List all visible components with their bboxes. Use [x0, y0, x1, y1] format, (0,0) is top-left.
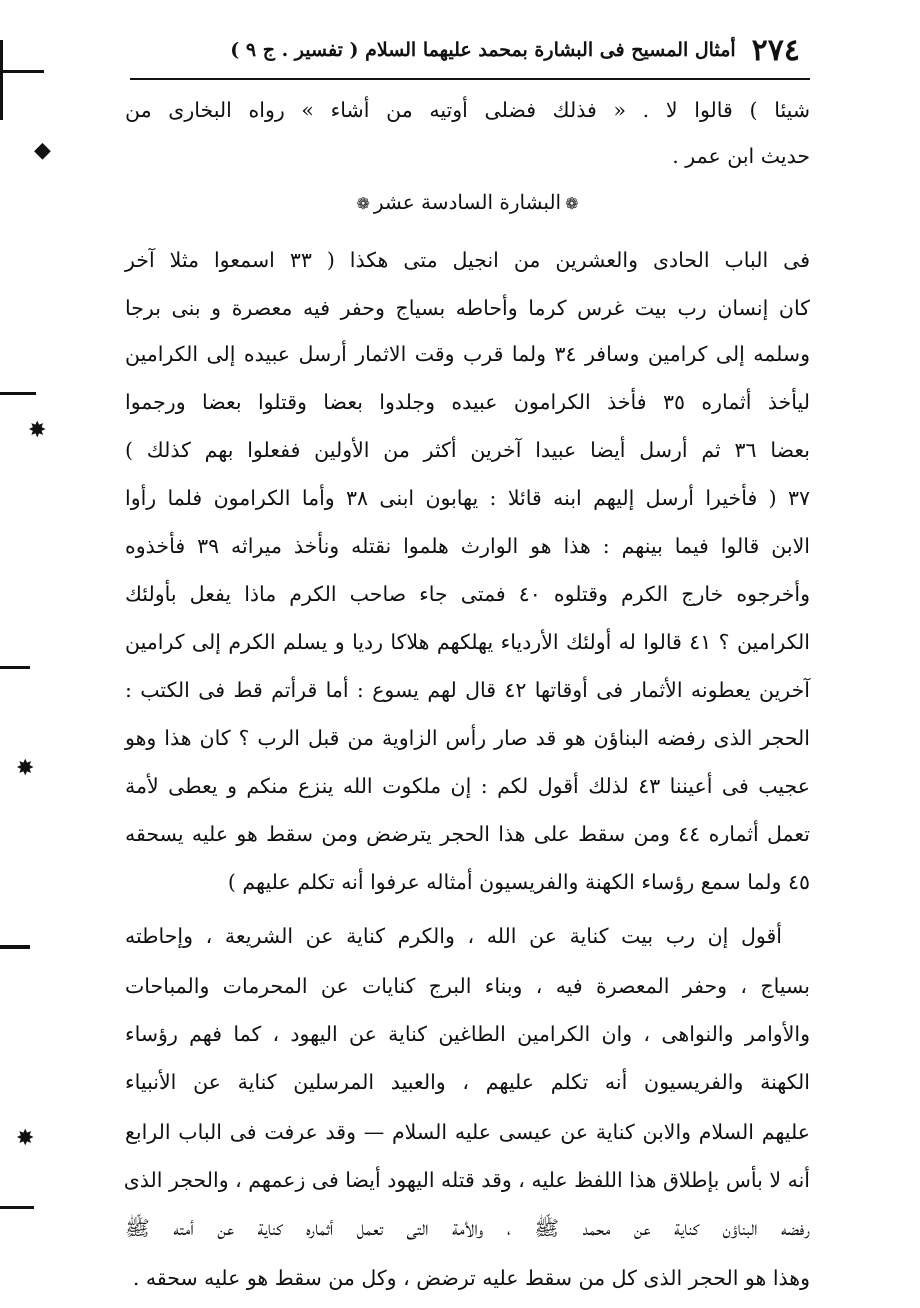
text-line: الكرامين ؟ ٤١ قالوا له أولئك الأردياء يهلكهم هلاكا رديا و يسلم الكرم إلى كرامين — [125, 630, 810, 654]
text-line: عليهم السلام والابن كناية عن عيسى عليه السلام — وقد عرفت فى الباب الرابع — [125, 1120, 810, 1144]
text-line: تعمل أثماره ٤٤ ومن سقط على هذا الحجر يترضض ومن سقط هو عليه يسحقه — [125, 822, 810, 846]
text-line: رفضه البناؤن كناية عن محمد ﷺ ، والأمة التى تعمل أثماره كناية عن أمته ﷺ — [125, 1216, 810, 1240]
ornament-icon: ❁ — [356, 194, 370, 213]
scan-blot: ✸ — [16, 756, 35, 781]
text-line: الكهنة والفريسيون أنه تكلم عليهم ، والعبيد المرسلين كناية عن الأنبياء — [125, 1070, 810, 1094]
section-heading — [125, 184, 810, 220]
text-line: أنه لا بأس بإطلاق هذا اللفظ عليه ، وقد قتله اليهود أيضا فى زعمهم ، والحجر الذى — [123, 1168, 810, 1192]
scan-mark — [0, 1206, 34, 1209]
scan-mark — [0, 392, 36, 395]
scan-blot: ✸ — [16, 1126, 35, 1151]
text-line: الابن قالوا فيما بينهم : هذا هو الوارث هلموا نقتله ونأخذ ميراثه ٣٩ فأخذوه — [125, 534, 810, 558]
running-title: أمثال المسيح فى البشارة بمحمد عليهما السلام ( تفسير . ج ٩ ) — [230, 39, 736, 61]
text-line: بعضا ٣٦ ثم أرسل أيضا عبيدا آخرين أكثر من الأولين ففعلوا بهم كذلك ) — [125, 438, 810, 462]
text-line: عجيب فى أعيننا ٤٣ لذلك أقول لكم : إن ملكوت الله ينزع منكم و يعطى لأمة — [125, 774, 810, 798]
text-line: ٤٥ ولما سمع رؤساء الكهنة والفريسيون أمثاله عرفوا أنه تكلم عليهم ) — [227, 870, 810, 894]
text-line: ٣٧ ( فأخيرا أرسل إليهم ابنه قائلا : يهابون ابنى ٣٨ وأما الكرامون فلما رأوا — [125, 486, 810, 510]
scan-mark — [0, 666, 30, 669]
section-heading-text: البشارة السادسة عشر — [373, 190, 562, 214]
ornament-icon: ❁ — [565, 194, 579, 213]
text-line: والأوامر والنواهى ، وان الكرامين الطاغين كناية عن اليهود ، كما فهم رؤساء — [125, 1022, 810, 1046]
scan-blot: ◆ — [34, 138, 51, 163]
text-line: الحجر الذى رفضه البناؤن هو قد صار رأس الزاوية من قبل الرب ؟ كان هذا وهو — [125, 726, 810, 750]
text-line: ليأخذ أثماره ٣٥ فأخذ الكرامون عبيده وجلدوا بعضا وقتلوا بعضا ورجموا — [125, 390, 810, 414]
page-number: ٢٧٤ — [751, 32, 800, 68]
text-line: شيئا ) قالوا لا . « فذلك فضلى أوتيه من أشاء » رواه البخارى من — [125, 98, 810, 122]
text-line: أقول إن رب بيت كناية عن الله ، والكرم كناية عن الشريعة ، وإحاطته — [125, 924, 782, 948]
scan-mark — [0, 40, 3, 120]
text-line: حديث ابن عمر . — [672, 144, 810, 168]
text-line: كان إنسان رب بيت غرس كرما وأحاطه بسياج وحفر فيه معصرة و بنى برجا — [125, 296, 810, 320]
text-line: فى الباب الحادى والعشرين من انجيل متى هكذا ( ٣٣ اسمعوا مثلا آخر — [125, 248, 811, 272]
text-line: وسلمه إلى كرامين وسافر ٣٤ ولما قرب وقت الاثمار أرسل عبيده إلى الكرامين — [125, 342, 810, 366]
scan-mark — [0, 70, 44, 73]
header-rule — [130, 78, 810, 80]
text-line: وأخرجوه خارج الكرم وقتلوه ٤٠ فمتى جاء صاحب الكرم ماذا يفعل بأولئك — [125, 582, 811, 606]
text-line: آخرين يعطونه الأثمار فى أوقاتها ٤٢ قال لهم يسوع : أما قرأتم قط فى الكتب : — [125, 678, 810, 702]
text-line: بسياج ، وحفر المعصرة فيه ، وبناء البرج كنايات عن المحرمات والمباحات — [125, 974, 810, 998]
scan-mark — [0, 945, 30, 949]
text-line: وهذا هو الحجر الذى كل من سقط عليه ترضض ، وكل من سقط هو عليه سحقه . — [132, 1266, 810, 1290]
page-header — [140, 24, 800, 76]
scan-blot: ✸ — [28, 418, 47, 443]
